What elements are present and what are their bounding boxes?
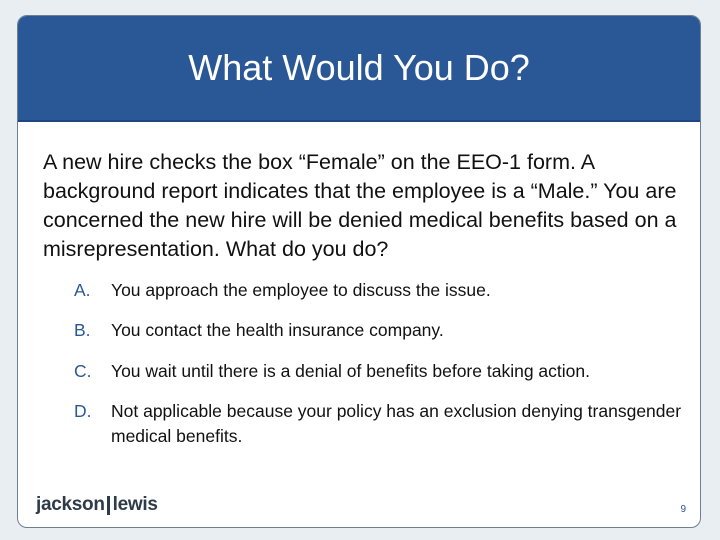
question-text: A new hire checks the box “Female” on the EEO-1 form. A background report indicates that the employee is a “Male.” You are concerned the new hire will be denied medical benefits based on a misrepresentation. What do you do? [43,150,677,261]
title-bar [18,16,700,122]
answer-option-a [74,278,684,303]
answer-text: Not applicable because your policy has an exclusion denying transgender medical benefits. [111,401,682,446]
answer-option-c [74,359,684,384]
logo-text-jackson: jackson [36,494,105,515]
jackson-lewis-logo [36,494,158,516]
logo-separator [107,496,110,515]
slide [17,15,701,528]
answer-text: You approach the employee to discuss the issue. [111,280,491,300]
answer-text: You contact the health insurance company. [111,320,444,340]
answer-option-d [74,399,684,449]
logo-text-lewis: lewis [112,494,158,515]
answer-letter: A. [74,280,91,300]
answer-letter: B. [74,320,91,340]
page-number: 9 [680,504,686,515]
answer-option-b [74,318,684,343]
answer-text: You wait until there is a denial of benefits before taking action. [111,361,590,381]
answer-letter: C. [74,361,92,381]
slide-title: What Would You Do? [188,47,530,88]
answer-letter: D. [74,401,92,421]
